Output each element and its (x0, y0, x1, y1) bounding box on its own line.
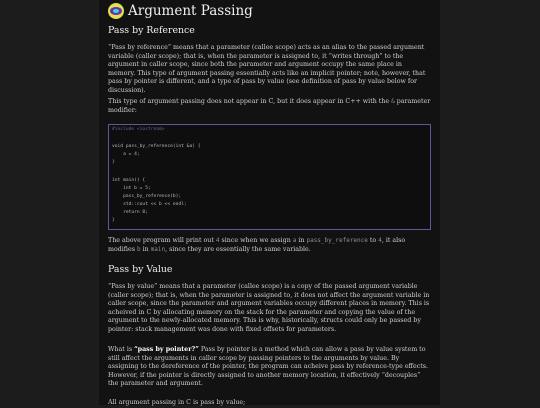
title-row (108, 1, 253, 21)
inline-code: 4 (215, 237, 220, 244)
code-line: pass_by_reference(b); (112, 194, 182, 199)
inline-code: main (150, 245, 166, 253)
section-heading-reference: Pass by Reference (108, 25, 195, 36)
text: to (367, 237, 379, 244)
code-line: int b = 5; (112, 186, 151, 191)
code-line: int main() { (112, 178, 146, 183)
inline-code: & (391, 98, 395, 105)
text: , since they are essentially the same variable. (165, 245, 311, 253)
code-block (108, 124, 431, 230)
code-line: } (112, 160, 115, 165)
content-column (99, 0, 440, 405)
text: in (140, 245, 151, 253)
text: What is (108, 346, 135, 353)
text: This type of argument passing does not appear in C, but it does appear in C++ with the (108, 98, 392, 105)
inline-code: b (136, 245, 141, 253)
text: The above program will print out (108, 237, 216, 244)
logo-icon (108, 3, 124, 19)
paragraph-reference-cpp (108, 98, 431, 115)
bold-text: “pass by pointer?” (134, 346, 199, 353)
paragraph-reference-definition: “Pass by reference” means that a parameter (callee scope) acts as an alias to the passed argument variable (caller scope); that is, when the parameter is assigned to, it “writes through” to the argument in caller scope, since both the parameter and argument occupy the same place in memory. This type of argument passing essentially acts like an implicit pointer; note, however, that pass by pointer is different, and a type of pass by value (see definition of pass by value below for discussion). (108, 44, 426, 94)
text: since when we assign (219, 237, 293, 244)
text: in (296, 237, 307, 244)
section-heading-value: Pass by Value (108, 264, 173, 275)
code-line: std::cout << b << endl; (112, 202, 187, 207)
text: Pass by pointer is a method which can allow a pass by value system to still affect the arguments in caller scope by passing pointers to the arguments by value. By assigning to the dereference of the pointer, the program can acheive pass by reference-type effects. However, if the pointer is directly assigned to another memory location, it effectively “decouples” the parameter and argument. (108, 346, 429, 388)
paragraph-pass-by-pointer (108, 346, 431, 389)
code-line: } (112, 218, 115, 223)
text: parameter modifier: (108, 98, 431, 114)
code-line: return 0; (112, 210, 148, 215)
paragraph-c-passing: All argument passing in C is pass by value; (108, 399, 246, 406)
inline-code: 4 (378, 237, 382, 244)
code-line: #include <iostream> (112, 127, 165, 132)
inline-code: pass_by_reference (306, 237, 368, 244)
text: , it also modifies (108, 237, 406, 253)
page-title: Argument Passing (128, 3, 253, 19)
paragraph-after-code (108, 237, 431, 254)
inline-code: a (292, 237, 297, 244)
code-line: void pass_by_reference(int &a) { (112, 144, 201, 149)
paragraph-value-definition: “Pass by value” means that a parameter (callee scope) is a copy of the passed argument variable (caller scope); that is, when the parameter is assigned to, it does not affect the argument variable in caller scope, since the parameter and argument variables occupy different places in memory. This is acheived in C by allocating memory on the stack for the parameter and copying the value of the argument to the newly-allocated memory. This is why, historically, structs could only be passed by pointer: stack management was done with fixed offsets for parameters. (108, 283, 430, 333)
code-line: a = 4; (112, 152, 140, 157)
